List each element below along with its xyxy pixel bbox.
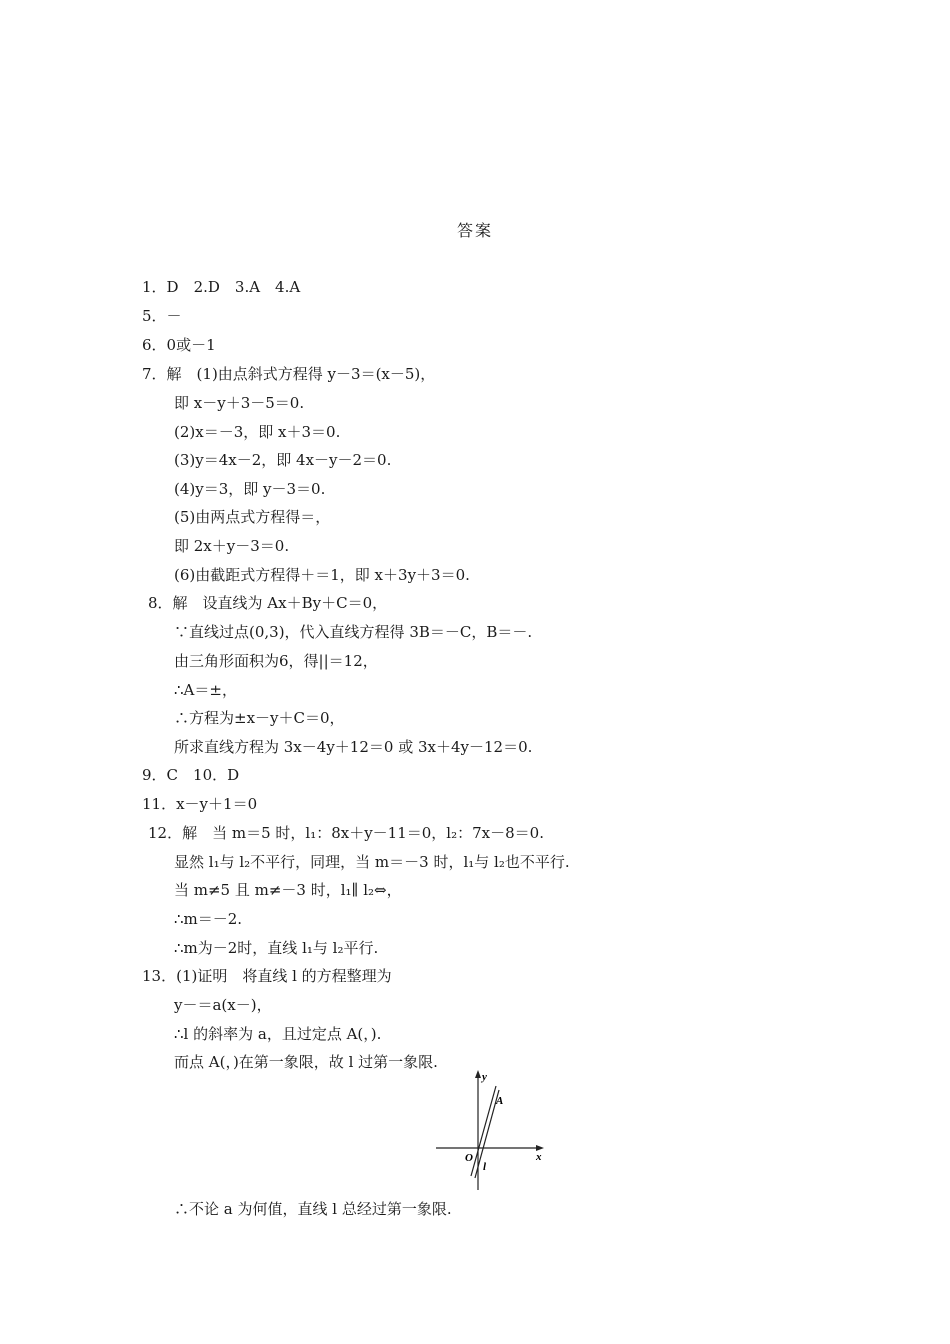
answer-line-26: y－＝a(x－)，: [174, 996, 272, 1014]
answer-line-13: ∵直线过点(0,3)，代入直线方程得 3B＝－C，B＝－.: [174, 623, 533, 641]
answer-line-23: ∴m＝－2.: [174, 910, 243, 928]
answer-line-24: ∴m为－2时，直线 l₁与 l₂平行.: [174, 939, 379, 957]
answer-line-14: 由三角形面积为6，得||＝12，: [174, 652, 378, 670]
point-a-label: A: [496, 1095, 504, 1107]
x-axis-label: x: [536, 1151, 542, 1163]
answer-line-15: ∴A＝±，: [174, 681, 237, 699]
answer-line-29: ∴不论 a 为何值，直线 l 总经过第一象限.: [174, 1200, 452, 1218]
answer-line-4: 7．解 (1)由点斜式方程得 y－3＝(x－5)，: [142, 365, 436, 383]
y-axis-label: y: [482, 1071, 487, 1083]
answer-line-2: 5．－: [142, 307, 182, 325]
answer-line-21: 显然 l₁与 l₂不平行，同理，当 m＝－3 时，l₁与 l₂也不平行.: [174, 853, 570, 871]
page-title: 答案: [456, 221, 493, 240]
answer-line-7: (3)y＝4x－2，即 4x－y－2＝0.: [174, 451, 392, 469]
answer-line-18: 9．C 10．D: [142, 766, 240, 784]
answer-line-6: (2)x＝－3，即 x＋3＝0.: [174, 423, 341, 441]
answer-line-3: 6．0或－1: [142, 336, 216, 354]
answer-line-1: 1．D 2.D 3.A 4.A: [142, 278, 301, 296]
answer-line-28: 而点 A(，)在第一象限，故 l 过第一象限.: [174, 1053, 438, 1071]
y-axis-arrow: [475, 1070, 481, 1078]
answer-line-20: 12．解 当 m＝5 时，l₁：8x＋y－11＝0，l₂：7x－8＝0.: [148, 824, 544, 842]
answer-line-19: 11．x－y＋1＝0: [142, 795, 258, 813]
answer-line-16: ∴方程为±x－y＋C＝0，: [174, 709, 345, 727]
answer-line-9: (5)由两点式方程得＝，: [174, 508, 331, 526]
answer-line-11: (6)由截距式方程得＋＝1，即 x＋3y＋3＝0.: [174, 566, 470, 584]
line-l-label: l: [483, 1161, 487, 1173]
answer-line-5: 即 x－y＋3－5＝0.: [174, 394, 305, 412]
answer-line-8: (4)y＝3，即 y－3＝0.: [174, 480, 326, 498]
answer-line-12: 8．解 设直线为 Ax＋By＋C＝0，: [148, 594, 388, 612]
line-through-first-quadrant-figure: [432, 1066, 548, 1194]
answer-line-25: 13．(1)证明 将直线 l 的方程整理为: [142, 967, 392, 985]
answer-line-27: ∴l 的斜率为 a，且过定点 A(，).: [174, 1025, 382, 1043]
origin-label: O: [465, 1152, 473, 1164]
answer-line-17: 所求直线方程为 3x－4y＋12＝0 或 3x＋4y－12＝0.: [174, 738, 533, 756]
answer-line-10: 即 2x＋y－3＝0.: [174, 537, 290, 555]
answer-line-22: 当 m≠5 且 m≠－3 时，l₁∥ l₂⇔，: [174, 881, 402, 899]
